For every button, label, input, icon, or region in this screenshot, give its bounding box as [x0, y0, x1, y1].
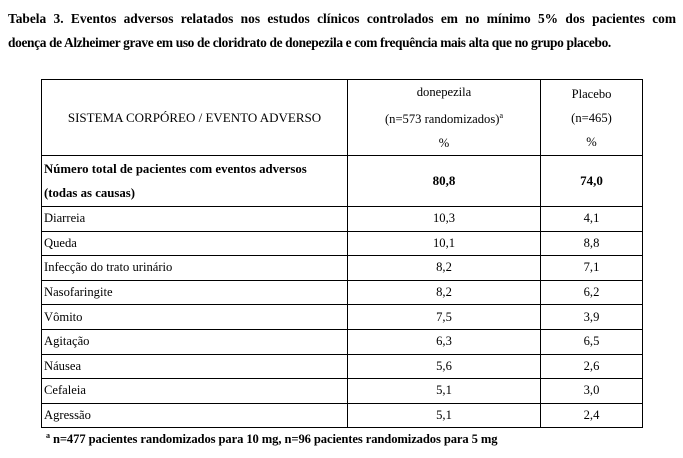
caption-line-2: doença de Alzheimer grave em uso de cloridrato de donepezila e com frequência mais alta que no grupo placebo.	[8, 35, 611, 50]
table-row	[42, 329, 643, 354]
event-name: Nasofaringite	[42, 280, 348, 305]
donepezila-value: 8,2	[348, 256, 541, 281]
header-system-event: SISTEMA CORPÓREO / EVENTO ADVERSO	[42, 80, 348, 156]
event-name: Náusea	[42, 354, 348, 379]
donepezila-value: 5,1	[348, 379, 541, 404]
header-donepezila-unit: %	[438, 136, 450, 150]
table-row	[42, 256, 643, 281]
footnote-mark: a	[46, 431, 50, 440]
header-placebo	[541, 80, 643, 156]
event-name: Agressão	[42, 403, 348, 428]
total-placebo: 74,0	[541, 156, 643, 207]
table-footnote	[46, 431, 498, 447]
event-name: Infecção do trato urinário	[42, 256, 348, 281]
event-name: Queda	[42, 231, 348, 256]
placebo-value: 6,2	[541, 280, 643, 305]
table-row	[42, 305, 643, 330]
adverse-events-table	[41, 79, 643, 428]
table-row	[42, 231, 643, 256]
placebo-value: 4,1	[541, 207, 643, 232]
event-name: Agitação	[42, 329, 348, 354]
total-label-line-1: Número total de pacientes com eventos adversos	[44, 162, 307, 176]
placebo-value: 7,1	[541, 256, 643, 281]
table-header-row	[42, 80, 643, 156]
header-placebo-unit: %	[586, 134, 597, 149]
donepezila-value: 8,2	[348, 280, 541, 305]
table-caption	[8, 7, 676, 55]
total-label	[42, 156, 348, 207]
table-row	[42, 354, 643, 379]
total-row	[42, 156, 643, 207]
event-name: Diarreia	[42, 207, 348, 232]
donepezila-value: 10,3	[348, 207, 541, 232]
placebo-value: 6,5	[541, 329, 643, 354]
header-placebo-n: (n=465)	[571, 110, 612, 125]
donepezila-value: 5,1	[348, 403, 541, 428]
header-donepezila-name: donepezila	[416, 85, 472, 99]
header-placebo-name: Placebo	[571, 86, 612, 101]
placebo-value: 8,8	[541, 231, 643, 256]
donepezila-value: 6,3	[348, 329, 541, 354]
donepezila-value: 7,5	[348, 305, 541, 330]
header-donepezila	[348, 80, 541, 156]
table-row	[42, 280, 643, 305]
donepezila-value: 10,1	[348, 231, 541, 256]
table-row	[42, 379, 643, 404]
footnote-marker: a	[499, 111, 504, 120]
header-donepezila-n	[350, 104, 538, 131]
event-name: Vômito	[42, 305, 348, 330]
placebo-value: 3,0	[541, 379, 643, 404]
table-row	[42, 403, 643, 428]
placebo-value: 2,4	[541, 403, 643, 428]
event-name: Cefaleia	[42, 379, 348, 404]
header-donepezila-n-text: (n=573 randomizados)	[384, 112, 500, 126]
table-row	[42, 207, 643, 232]
donepezila-value: 5,6	[348, 354, 541, 379]
caption-line-1: Tabela 3. Eventos adversos relatados nos estudos clínicos controlados em no mínimo 5% dos pacientes com	[8, 11, 676, 26]
total-donepezila: 80,8	[348, 156, 541, 207]
total-label-line-2: (todas as causas)	[44, 186, 136, 200]
footnote-text: n=477 pacientes randomizados para 10 mg, n=96 pacientes randomizados para 5 mg	[49, 432, 498, 446]
placebo-value: 3,9	[541, 305, 643, 330]
placebo-value: 2,6	[541, 354, 643, 379]
